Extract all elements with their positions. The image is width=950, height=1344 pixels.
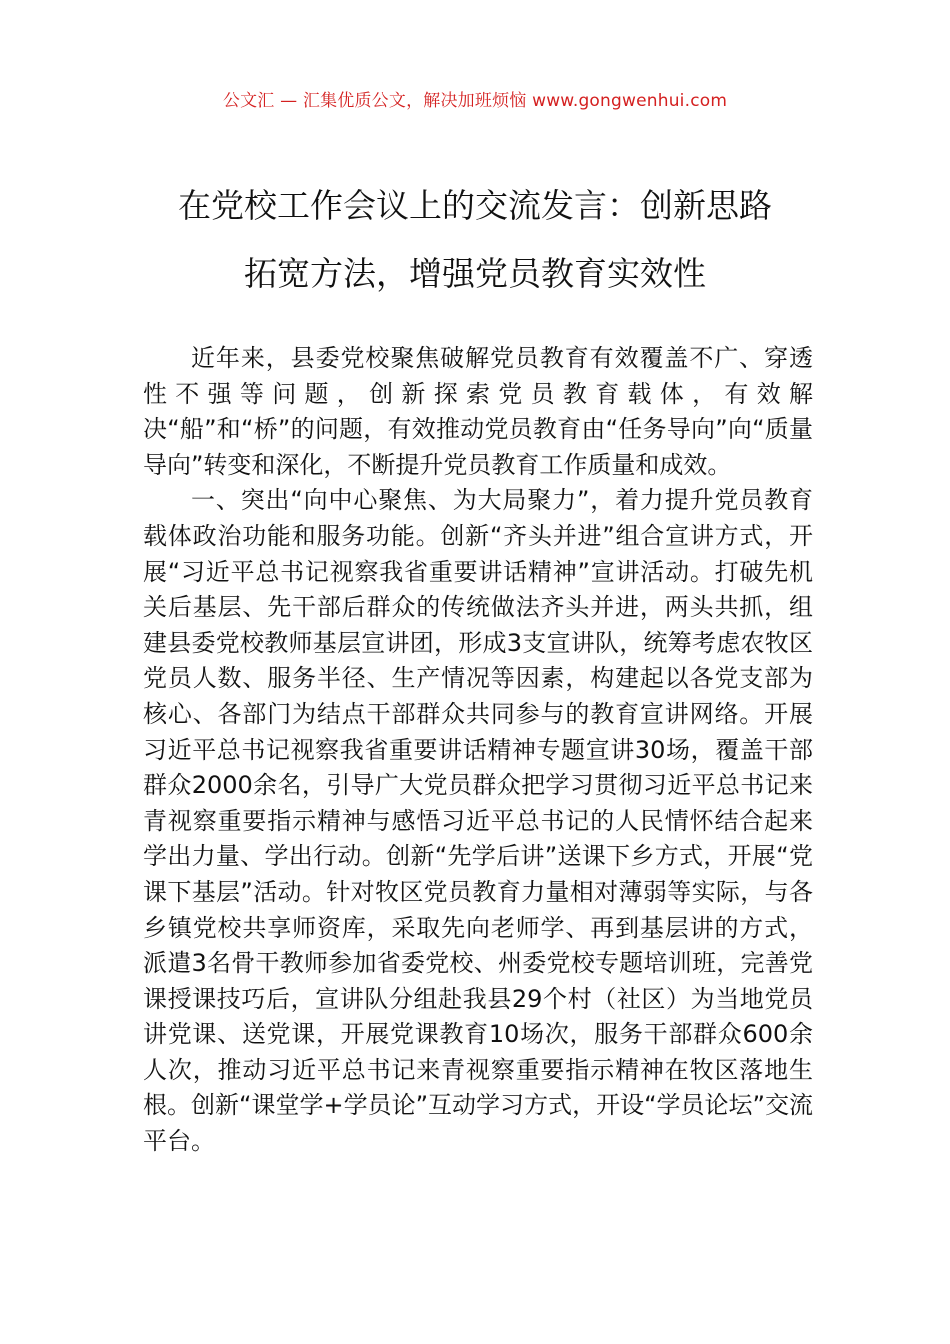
paragraph-intro: 近年来，县委党校聚焦破解党员教育有效覆盖不广、穿透性不强等问题，创新探索党员教育载体，有效解决“船”和“桥”的问题，有效推动党员教育由“任务导向”向“质量导向”转变和深化，不断提升党员教育工作质量和成效。 — [143, 344, 813, 479]
title-line-2: 拓宽方法，增强党员教育实效性 — [244, 254, 706, 293]
paragraph-section-1: 一、突出“向中心聚焦、为大局聚力”，着力提升党员教育载体政治功能和服务功能。创新“齐头并进”组合宣讲方式，开展“习近平总书记视察我省重要讲话精神”宣讲活动。打破先机关后基层、先干部后群众的传统做法齐头并进，两头共抓，组建县委党校教师基层宣讲团，形成3支宣讲队，统筹考虑农牧区党员人数、服务半径、生产情况等因素，构建起以各党支部为核心、各部门为结点干部群众共同参与的教育宣讲网络。开展习近平总书记视察我省重要讲话精神专题宣讲30场，覆盖干部群众2000余名，引导广大党员群众把学习贯彻习近平总书记来青视察重要指示精神与感悟习近平总书记的人民情怀结合起来学出力量、学出行动。创新“先学后讲”送课下乡方式，开展“党课下基层”活动。针对牧区党员教育力量相对薄弱等实际，与各乡镇党校共享师资库，采取先向老师学、再到基层讲的方式，派遣3名骨干教师参加省委党校、州委党校专题培训班，完善党课授课技巧后，宣讲队分组赴我县29个村（社区）为当地党员讲党课、送党课，开展党课教育10场次，服务干部群众600余人次，推动习近平总书记来青视察重要指示精神在牧区落地生根。创新“课堂学+学员论”互动学习方式，开设“学员论坛”交流平台。 — [143, 486, 813, 1156]
header-watermark: 公文汇 — 汇集优质公文，解决加班烦恼 www.gongwenhui.com — [222, 91, 728, 111]
document-body — [143, 341, 813, 1160]
title-line-1: 在党校工作会议上的交流发言：创新思路 — [178, 186, 772, 225]
document-title — [100, 172, 850, 308]
